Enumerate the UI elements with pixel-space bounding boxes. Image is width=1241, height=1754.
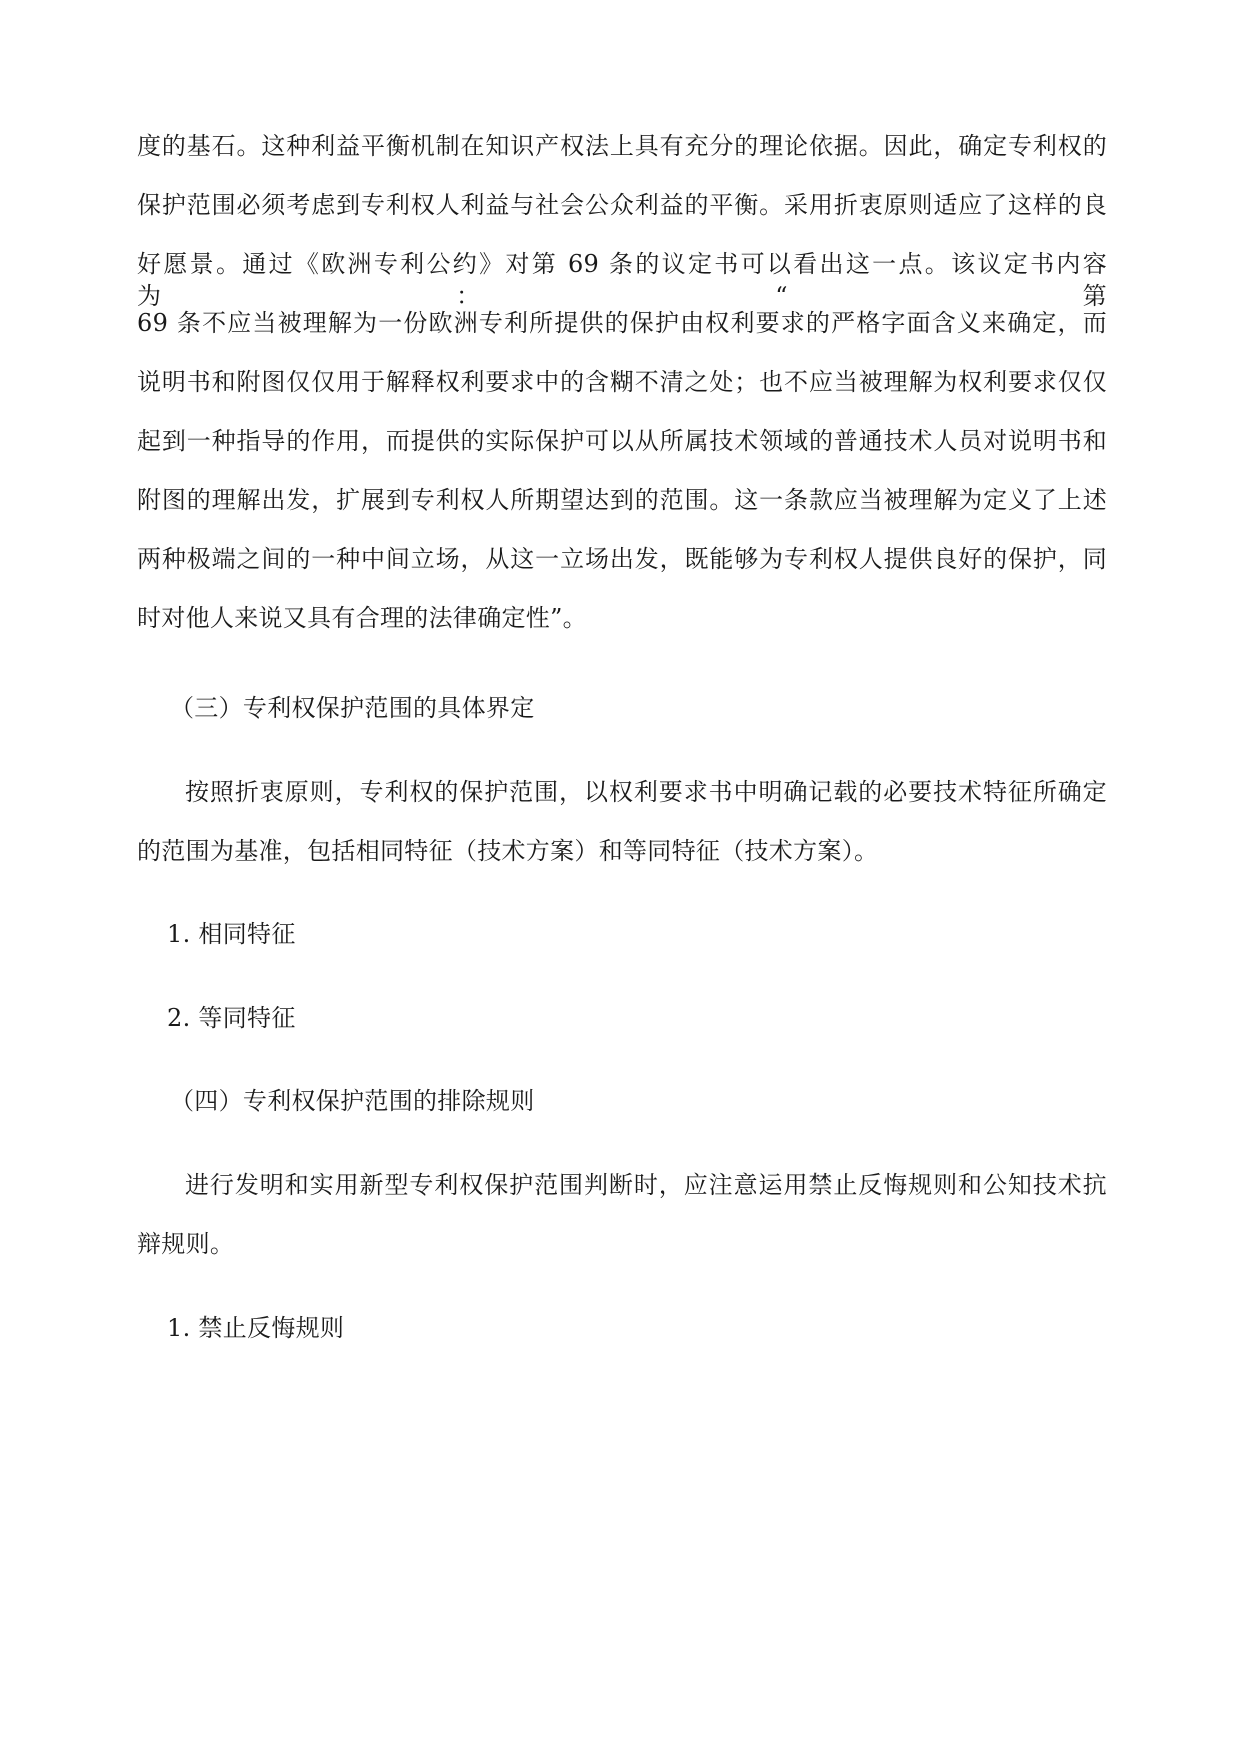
paragraph-line: 两种极端之间的一种中间立场，从这一立场出发，既能够为专利权人提供良好的保护，同: [137, 545, 1107, 573]
paragraph-line: 69 条不应当被理解为一份欧洲专利所提供的保护由权利要求的严格字面含义来确定，而: [137, 309, 1107, 337]
paragraph-line: 好愿景。通过《欧洲专利公约》对第 69 条的议定书可以看出这一点。该议定书内容为：“第: [137, 250, 1107, 310]
paragraph-line: 保护范围必须考虑到专利权人利益与社会公众利益的平衡。采用折衷原则适应了这样的良: [137, 191, 1107, 219]
paragraph-line: 辩规则。: [137, 1230, 235, 1258]
section-heading: （三）专利权保护范围的具体界定: [170, 694, 535, 722]
paragraph-line: 时对他人来说又具有合理的法律确定性”。: [137, 604, 587, 632]
paragraph-line: 按照折衷原则，专利权的保护范围，以权利要求书中明确记载的必要技术特征所确定: [185, 778, 1107, 806]
paragraph-line: 说明书和附图仅仅用于解释权利要求中的含糊不清之处；也不应当被理解为权利要求仅仅: [137, 368, 1107, 396]
paragraph-line: 的范围为基准，包括相同特征（技术方案）和等同特征（技术方案）。: [137, 837, 879, 865]
paragraph-line: 度的基石。这种利益平衡机制在知识产权法上具有充分的理论依据。因此，确定专利权的: [137, 132, 1107, 160]
list-item: 1. 禁止反悔规则: [167, 1314, 345, 1342]
paragraph-line: 进行发明和实用新型专利权保护范围判断时，应注意运用禁止反悔规则和公知技术抗: [185, 1171, 1107, 1199]
list-item: 1. 相同特征: [167, 920, 296, 948]
section-heading: （四）专利权保护范围的排除规则: [170, 1087, 535, 1115]
paragraph-line: 附图的理解出发，扩展到专利权人所期望达到的范围。这一条款应当被理解为定义了上述: [137, 486, 1107, 514]
paragraph-line: 起到一种指导的作用，而提供的实际保护可以从所属技术领域的普通技术人员对说明书和: [137, 427, 1107, 455]
list-item: 2. 等同特征: [167, 1004, 296, 1032]
